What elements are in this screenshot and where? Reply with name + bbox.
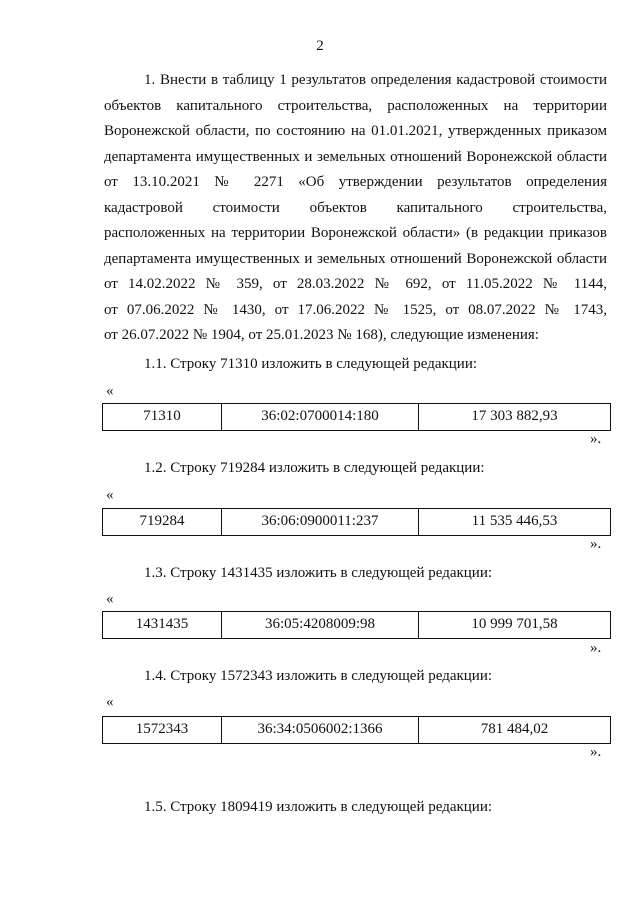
table-row: [102, 716, 611, 744]
item-heading: 1.4. Строку 1572343 изложить в следующей редакции:: [144, 668, 493, 684]
item-heading: 1.1. Строку 71310 изложить в следующей редакции:: [144, 356, 478, 372]
paragraph-line: от 13.10.2021 № 2271 «Об утверждении результатов определения: [104, 174, 607, 190]
quote-open: «: [106, 383, 114, 399]
paragraph-line: от 14.02.2022 № 359, от 28.03.2022 № 692, от 11.05.2022 № 1144,: [104, 276, 607, 292]
cadastral-number-cell: 36:02:0700014:180: [221, 404, 418, 430]
cadastral-number-cell: 36:05:4208009:98: [221, 612, 418, 638]
cadastral-value-cell: 17 303 882,93: [418, 404, 610, 430]
table-row: [102, 403, 611, 431]
row-number-cell: 1431435: [135, 616, 189, 632]
paragraph-line: Воронежской области, по состоянию на 01.01.2021, утвержденных приказом: [104, 123, 607, 139]
item-heading: 1.3. Строку 1431435 изложить в следующей редакции:: [144, 565, 493, 581]
cadastral-number-cell: 36:06:0900011:237: [221, 509, 418, 535]
paragraph-line: объектов капитального строительства, расположенных на территории: [104, 98, 607, 114]
cadastral-number-cell: 36:34:0506002:1366: [221, 717, 418, 743]
cadastral-value-cell: 781 484,02: [418, 717, 610, 743]
cadastral-value-cell: 11 535 446,53: [418, 509, 610, 535]
table-row: [102, 611, 611, 639]
item-heading: 1.5. Строку 1809419 изложить в следующей редакции:: [144, 799, 493, 815]
table-row: [102, 508, 611, 536]
quote-close: ».: [590, 744, 602, 760]
quote-open: «: [106, 487, 114, 503]
quote-close: ».: [590, 536, 602, 552]
paragraph-line: расположенных на территории Воронежской области» (в редакции приказов: [104, 225, 607, 241]
item-heading: 1.2. Строку 719284 изложить в следующей редакции:: [144, 460, 485, 476]
paragraph-line: кадастровой стоимости объектов капитального строительства,: [104, 200, 607, 216]
paragraph-line: от 07.06.2022 № 1430, от 17.06.2022 № 1525, от 08.07.2022 № 1743,: [104, 302, 607, 318]
quote-open: «: [106, 694, 114, 710]
page-number: 2: [316, 38, 324, 54]
row-number-cell: 71310: [143, 408, 181, 424]
row-number-cell: 1572343: [135, 721, 189, 737]
paragraph-line: департамента имущественных и земельных отношений Воронежской области: [104, 149, 607, 165]
quote-close: ».: [590, 431, 602, 447]
paragraph-line: департамента имущественных и земельных отношений Воронежской области: [104, 251, 607, 267]
paragraph-line: от 26.07.2022 № 1904, от 25.01.2023 № 168), следующие изменения:: [104, 327, 539, 343]
cadastral-value-cell: 10 999 701,58: [418, 612, 610, 638]
quote-close: ».: [590, 640, 602, 656]
paragraph-line: 1. Внести в таблицу 1 результатов определения кадастровой стоимости: [144, 72, 607, 88]
row-number-cell: 719284: [139, 513, 185, 529]
quote-open: «: [106, 591, 114, 607]
